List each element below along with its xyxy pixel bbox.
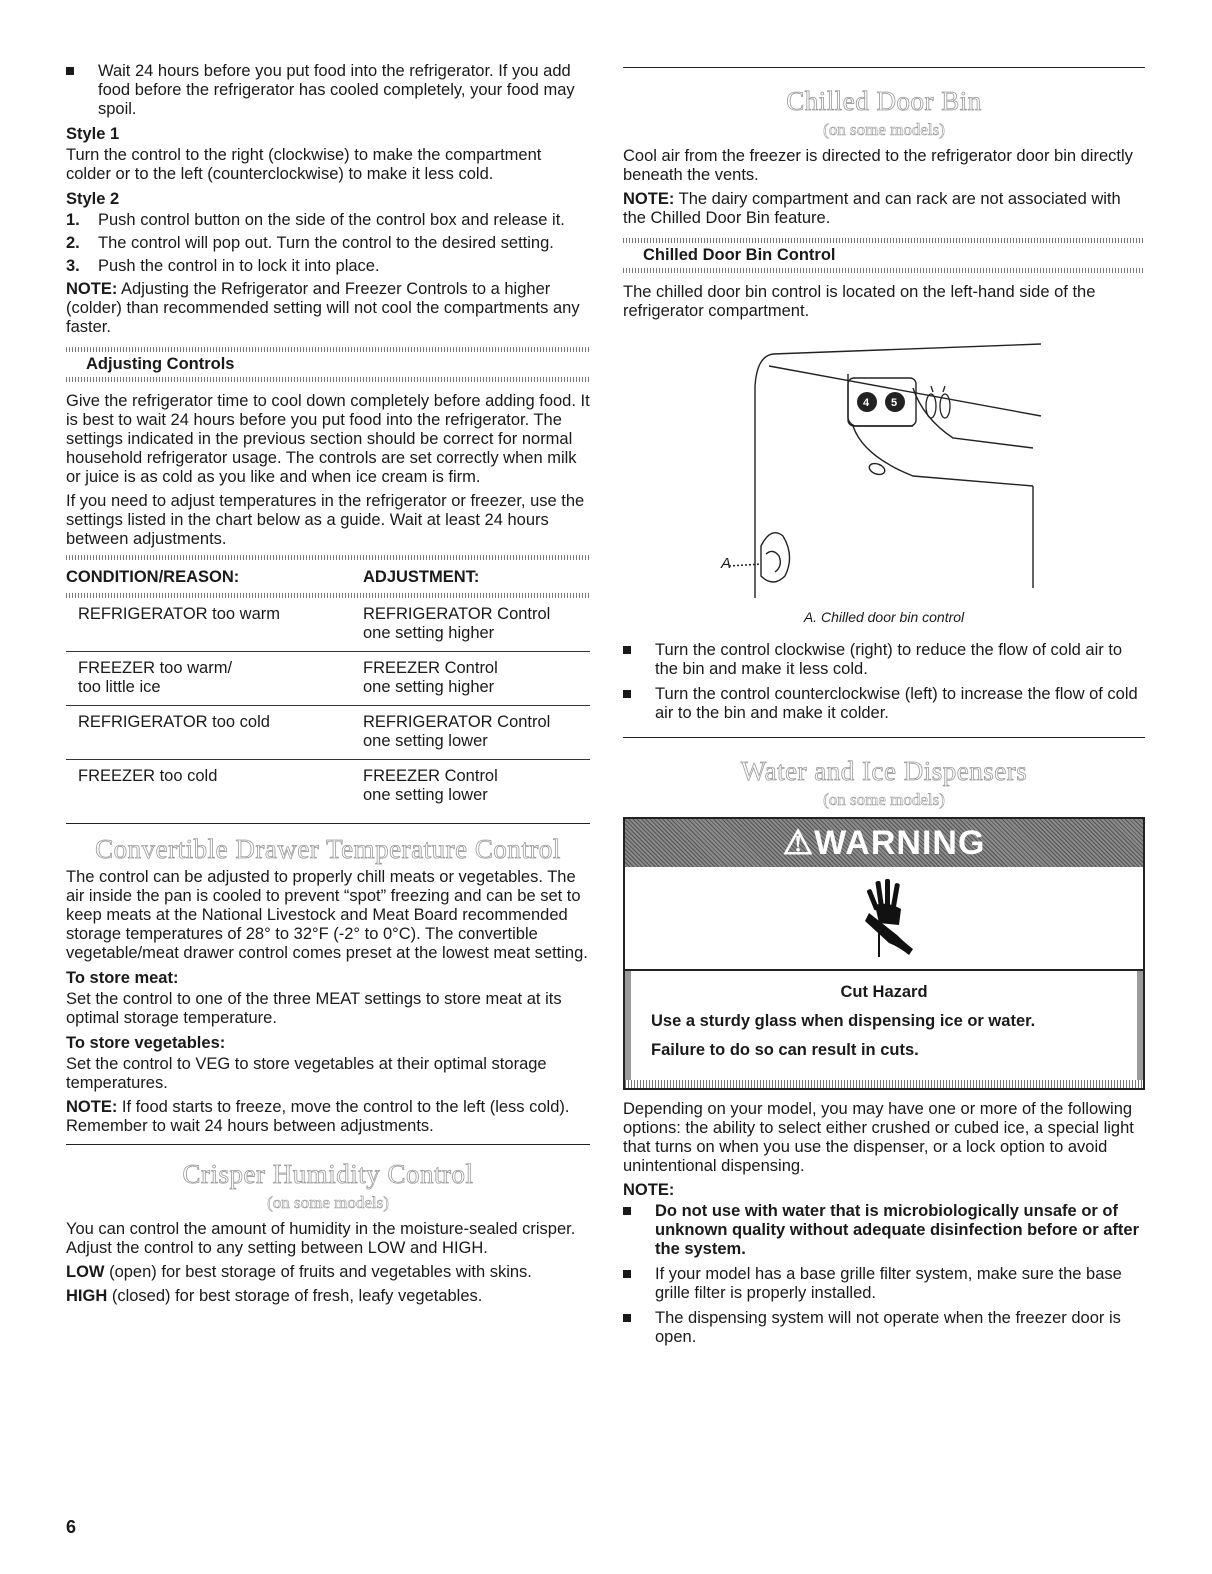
chilled-control-title: Chilled Door Bin Control bbox=[643, 246, 836, 264]
bullet-square-icon bbox=[66, 67, 74, 75]
table-row: FREEZER too warm/ too little ice FREEZER Control one setting higher bbox=[66, 652, 590, 706]
convertible-paragraph: The control can be adjusted to properly chill meats or vegetables. The air inside the pan is cooled to prevent “spot” freezing and can be set to keep meats at the National Livestock and Meat Board recommended storage temperatures of 28° to 32°F (-2° to 0°C). The convertible vegetable/meat drawer control comes preset at the lowest meat setting. bbox=[66, 868, 588, 962]
note-freeze: NOTE: If food starts to freeze, move the control to the left (less cold). Remember to wait 24 hours between adjustments. bbox=[66, 1098, 570, 1135]
crisper-high: HIGH (closed) for best storage of fresh, leafy vegetables. bbox=[66, 1287, 483, 1305]
style1-title: Style 1 bbox=[66, 125, 120, 143]
warning-line-1: Use a sturdy glass when dispensing ice or water. bbox=[651, 1012, 1036, 1030]
dispenser-paragraph: Depending on your model, you may have one or more of the following options: the ability to select either crushed or cubed ice, a special light that turns on when you use the dispenser, or a lock option to avoid unintentional dispensing. bbox=[623, 1100, 1134, 1175]
store-meat-text: Set the control to one of the three MEAT settings to store meat at its optimal storage temperature. bbox=[66, 990, 562, 1027]
list-item: Turn the control counterclockwise (left) to increase the flow of cold air to the bin and make it colder. bbox=[623, 685, 1145, 723]
bullet-square-icon bbox=[623, 1270, 631, 1278]
svg-text:5: 5 bbox=[891, 397, 898, 409]
svg-text:4: 4 bbox=[863, 397, 870, 409]
adjustment-table bbox=[66, 562, 590, 813]
door-bin-illustration bbox=[623, 326, 1145, 606]
table-row: REFRIGERATOR too cold REFRIGERATOR Control one setting lower bbox=[66, 706, 590, 760]
adjusting-paragraph-2: If you need to adjust temperatures in the refrigerator or freezer, use the settings listed in the chart below as a guide. Wait at least 24 hours between adjustments. bbox=[66, 492, 585, 548]
table-header-condition: CONDITION/REASON: bbox=[66, 568, 240, 586]
left-column bbox=[66, 62, 590, 1311]
section-rule bbox=[66, 823, 590, 824]
style2-step: 2. The control will pop out. Turn the control to the desired setting. bbox=[66, 234, 554, 252]
crisper-subtitle: (on some models) bbox=[267, 1193, 389, 1212]
list-item: Turn the control clockwise (right) to reduce the flow of cold air to the bin and make it less cold. bbox=[623, 641, 1145, 679]
style2-step: 3. Push the control in to lock it into place. bbox=[66, 257, 380, 275]
hatch-divider bbox=[625, 1080, 1143, 1088]
water-subtitle: (on some models) bbox=[823, 790, 945, 809]
list-item: Do not use with water that is microbiologically unsafe or of unknown quality without adequate disinfection before or after the system. bbox=[623, 1202, 1145, 1259]
adjusting-controls-title: Adjusting Controls bbox=[86, 355, 235, 373]
store-veg-title: To store vegetables: bbox=[66, 1034, 226, 1052]
table-row: FREEZER too cold FREEZER Control one setting lower bbox=[78, 767, 498, 804]
style2-step: 1. Push control button on the side of the control box and release it. bbox=[66, 211, 565, 229]
warning-box bbox=[623, 817, 1145, 1090]
section-rule bbox=[66, 1144, 590, 1145]
hatch-divider bbox=[66, 377, 590, 382]
note-adjusting-higher: NOTE: Adjusting the Refrigerator and Freezer Controls to a higher (colder) than recommended setting will not cool the compartments any faster. bbox=[66, 280, 580, 336]
table-header-adjustment: ADJUSTMENT: bbox=[363, 568, 480, 586]
list-item: The dispensing system will not operate when the freezer door is open. bbox=[623, 1309, 1145, 1347]
warning-banner: ⚠WARNING bbox=[625, 819, 1143, 867]
adjusting-paragraph-1: Give the refrigerator time to cool down completely before adding food. It is best to wait 24 hours before you put food into the refrigerator. The settings indicated in the previous section should be correct for normal household refrigerator usage. The controls are set correctly when milk or juice is as cold as you like and when ice cream is firm. bbox=[66, 392, 590, 486]
bullet-square-icon bbox=[623, 646, 631, 654]
intro-bullet: Wait 24 hours before you put food into the refrigerator. If you add food before the refrigerator has cooled completely, your food may spoil. bbox=[66, 62, 590, 119]
cut-hazard-icon bbox=[625, 867, 1143, 971]
warning-body bbox=[625, 971, 1143, 1080]
table-row: REFRIGERATOR too warm REFRIGERATOR Control one setting higher bbox=[66, 598, 590, 652]
crisper-low: LOW (open) for best storage of fruits and vegetables with skins. bbox=[66, 1263, 532, 1281]
diagram-caption: A. Chilled door bin control bbox=[803, 609, 965, 625]
bullet-square-icon bbox=[623, 1207, 631, 1215]
bullet-square-icon bbox=[623, 690, 631, 698]
chilled-paragraph: Cool air from the freezer is directed to the refrigerator door bin directly beneath the vents. bbox=[623, 147, 1133, 184]
water-ice-dispensers-title: Water and Ice Dispensers bbox=[740, 756, 1028, 786]
chilled-subtitle: (on some models) bbox=[823, 120, 945, 139]
warning-line-2: Failure to do so can result in cuts. bbox=[651, 1041, 919, 1059]
store-veg-text: Set the control to VEG to store vegetables at their optimal storage temperatures. bbox=[66, 1055, 547, 1092]
note-label: NOTE: bbox=[623, 1181, 675, 1199]
note-dairy: NOTE: The dairy compartment and can rack are not associated with the Chilled Door Bin feature. bbox=[623, 190, 1121, 227]
hand-cut-icon bbox=[839, 873, 929, 963]
chilled-door-bin-diagram bbox=[623, 326, 1145, 606]
chilled-control-paragraph: The chilled door bin control is located on the left-hand side of the refrigerator compartment. bbox=[623, 283, 1096, 320]
hatch-divider bbox=[623, 268, 1145, 273]
section-rule bbox=[623, 67, 1145, 68]
list-item: If your model has a base grille filter system, make sure the base grille filter is properly installed. bbox=[623, 1265, 1145, 1303]
warning-hazard-title: Cut Hazard bbox=[840, 983, 928, 1001]
style1-text: Turn the control to the right (clockwise) to make the compartment colder or to the left (counterclockwise) to make it less cold. bbox=[66, 146, 542, 183]
hatch-divider bbox=[66, 555, 590, 560]
crisper-paragraph: You can control the amount of humidity in the moisture-sealed crisper. Adjust the control to any setting between LOW and HIGH. bbox=[66, 1220, 576, 1257]
diagram-label-a: A bbox=[721, 555, 732, 572]
convertible-drawer-title: Convertible Drawer Temperature Control bbox=[95, 834, 561, 864]
right-column bbox=[623, 62, 1145, 1353]
section-rule bbox=[623, 737, 1145, 738]
style2-title: Style 2 bbox=[66, 190, 120, 208]
bullet-square-icon bbox=[623, 1314, 631, 1322]
crisper-humidity-title: Crisper Humidity Control bbox=[182, 1159, 474, 1189]
chilled-door-bin-title: Chilled Door Bin bbox=[786, 86, 982, 116]
page-number: 6 bbox=[66, 1517, 77, 1537]
store-meat-title: To store meat: bbox=[66, 969, 179, 987]
